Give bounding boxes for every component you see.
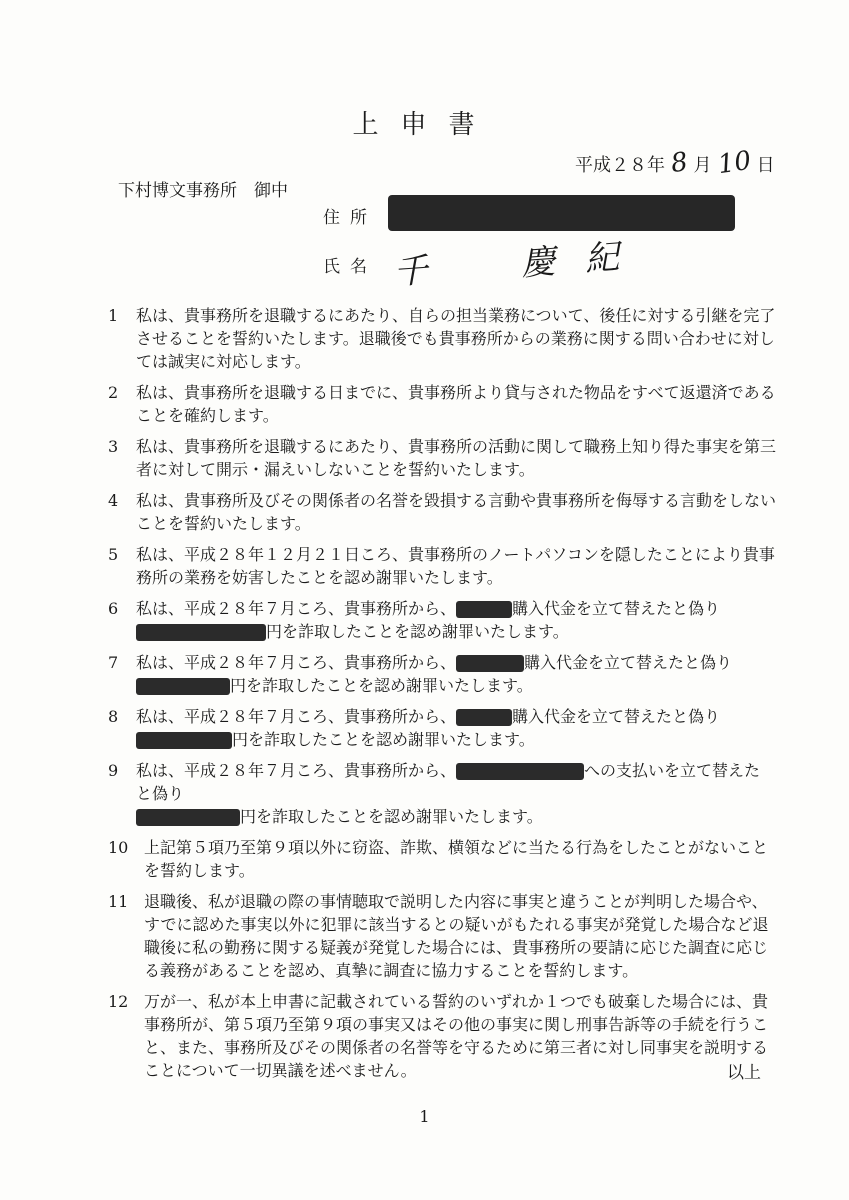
clause-6 — [108, 597, 776, 643]
redaction-bar — [456, 763, 584, 780]
clause-number: 11 — [108, 892, 129, 911]
addressee: 下村博文事務所 御中 — [118, 181, 288, 201]
clause-text-part: 購入代金を立て替えたと偽り — [512, 707, 721, 726]
redaction-bar — [136, 809, 240, 826]
clause-number: 6 — [108, 599, 119, 618]
clause-number: 1 — [108, 306, 119, 325]
redaction-bar — [456, 601, 512, 618]
clause-text-part: 円を詐取したことを認め謝罪いたします。 — [230, 676, 533, 695]
clause-text-part: 円を詐取したことを認め謝罪いたします。 — [266, 622, 569, 641]
clause-11 — [108, 890, 776, 982]
clause-number: 8 — [108, 707, 119, 726]
clause-text-part: 購入代金を立て替えたと偽り — [524, 653, 733, 672]
redaction-bar — [456, 709, 512, 726]
address-label: 住所 — [323, 208, 377, 228]
clause-number: 3 — [108, 437, 119, 456]
clause-1 — [108, 304, 776, 373]
date-prefix: 平成２８年 — [575, 155, 665, 176]
page-number: 1 — [419, 1107, 430, 1126]
address-redaction — [388, 195, 735, 231]
clause-text: 私は、貴事務所を退職するにあたり、貴事務所の活動に関して職務上知り得た事実を第三者に対して開示・漏えいしないことを誓約いたします。 — [136, 437, 777, 479]
redaction-bar — [456, 655, 524, 672]
closing-mark: 以上 — [727, 1063, 761, 1083]
clause-text-part: 私は、平成２８年７月ころ、貴事務所から、 — [136, 761, 457, 780]
clause-text: 万が一、私が本上申書に記載されている誓約のいずれか１つでも破棄した場合には、貴事務所が、第５項乃至第９項の事実又はその他の事実に関し刑事告訴等の手続を行うこと、また、事務所及びその関係者の名誉等を守るために第三者に対し同事実を説明することについて一切異議を述べません。 — [144, 992, 769, 1080]
document-title: 上申書 — [352, 110, 497, 140]
clause-text: 退職後、私が退職の際の事情聴取で説明した内容に事実と違うことが判明した場合や、すでに認めた事実以外に犯罪に該当するとの疑いがもたれる事実が発覚した場合など退職後に私の勤務に関する疑義が発覚した場合には、貴事務所の要請に応じた調査に応じる義務があることを認め、真摯に調査に協力することを誓約します。 — [144, 892, 769, 980]
clause-number: 4 — [108, 491, 119, 510]
clause-text-part: 円を詐取したことを認め謝罪いたします。 — [240, 807, 543, 826]
date-month-handwritten: 8 — [668, 146, 690, 180]
clause-9 — [108, 759, 776, 828]
clause-number: 9 — [108, 761, 119, 780]
clause-text-part: 私は、平成２８年７月ころ、貴事務所から、 — [136, 653, 457, 672]
clause-number: 2 — [108, 383, 119, 402]
clause-number: 7 — [108, 653, 119, 672]
clause-list — [108, 304, 776, 1090]
clause-8 — [108, 705, 776, 751]
date-day-handwritten: 10 — [715, 145, 753, 181]
handwritten-signature: 千 慶紀 — [392, 235, 651, 293]
document-date — [575, 145, 775, 181]
clause-text: 上記第５項乃至第９項以外に窃盗、詐欺、横領などに当たる行為をしたことがないことを誓約します。 — [144, 838, 769, 880]
clause-text-part: 私は、平成２８年７月ころ、貴事務所から、 — [136, 707, 457, 726]
clause-3 — [108, 435, 776, 481]
date-day-unit: 日 — [756, 155, 775, 176]
clause-text: 私は、貴事務所及びその関係者の名誉を毀損する言動や貴事務所を侮辱する言動をしないことを誓約いたします。 — [136, 491, 777, 533]
redaction-bar — [136, 624, 266, 641]
redaction-bar — [136, 678, 230, 695]
date-month-unit: 月 — [693, 155, 712, 176]
clause-7 — [108, 651, 776, 697]
clause-text-part: 私は、平成２８年７月ころ、貴事務所から、 — [136, 599, 457, 618]
clause-text-part: 円を詐取したことを認め謝罪いたします。 — [232, 730, 535, 749]
clause-text: 私は、貴事務所を退職する日までに、貴事務所より貸与された物品をすべて返還済であることを確約します。 — [136, 383, 776, 425]
clause-10 — [108, 836, 776, 882]
clause-number: 12 — [108, 992, 129, 1011]
clause-text: 私は、貴事務所を退職するにあたり、自らの担当業務について、後任に対する引継を完了させることを誓約いたします。退職後でも貴事務所からの業務に関する問い合わせに対しては誠実に対応します。 — [136, 306, 776, 371]
clause-number: 5 — [108, 545, 119, 564]
clause-5 — [108, 543, 776, 589]
clause-12 — [108, 990, 776, 1082]
redaction-bar — [136, 732, 232, 749]
clause-4 — [108, 489, 776, 535]
clause-text: 私は、平成２８年１２月２１日ころ、貴事務所のノートパソコンを隠したことにより貴事務所の業務を妨害したことを認め謝罪いたします。 — [136, 545, 775, 587]
clause-2 — [108, 381, 776, 427]
clause-text-part: への支払いを立て替えたと偽り — [136, 761, 761, 803]
clause-text-part: 購入代金を立て替えたと偽り — [512, 599, 721, 618]
name-label: 氏名 — [323, 257, 377, 277]
clause-number: 10 — [108, 838, 129, 857]
